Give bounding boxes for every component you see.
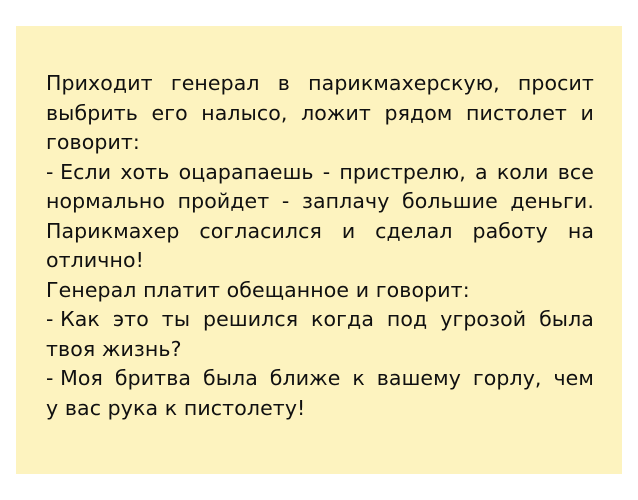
joke-line: отлично! (46, 248, 144, 272)
joke-word: была (202, 366, 258, 390)
joke-word: пистолет (466, 100, 567, 125)
joke-word: к (352, 366, 365, 390)
joke-word: сделал (375, 218, 453, 243)
joke-word: деньги. (510, 189, 594, 213)
joke-word: решился (203, 307, 299, 331)
joke-word: бритва (114, 366, 192, 390)
joke-word: ближе (269, 366, 341, 390)
joke-word: нормально (46, 189, 166, 213)
joke-word: все (557, 159, 594, 184)
joke-word: под (386, 307, 428, 331)
joke-word: рядом (384, 100, 453, 125)
joke-word: - Моя (46, 366, 103, 390)
joke-word: налысо, (201, 100, 288, 125)
joke-word: заплачу (301, 189, 390, 213)
joke-word: выбрить (46, 100, 138, 125)
joke-word: хоть (120, 159, 170, 184)
joke-word: была (539, 307, 594, 331)
joke-line: твоя жизнь? (46, 336, 182, 361)
joke-word: пройдет (177, 189, 270, 213)
joke-word: - (281, 189, 290, 213)
joke-word: - Если (46, 159, 112, 184)
joke-word: ложит (301, 100, 371, 125)
joke-word: коли (496, 159, 549, 184)
joke-word: просит (517, 71, 594, 95)
joke-line (46, 99, 594, 129)
joke-word: его (151, 100, 188, 125)
joke-card (16, 26, 622, 474)
joke-word: оцарапаешь (178, 159, 314, 184)
joke-word: чем (553, 366, 594, 390)
joke-word: ты (161, 307, 191, 331)
joke-word: - Как (46, 307, 100, 331)
joke-text-block (46, 69, 594, 423)
joke-word: большие (402, 189, 498, 213)
joke-word: когда (311, 307, 374, 331)
joke-word: работу (472, 218, 548, 243)
joke-word: согласился (199, 218, 322, 243)
joke-word: генерал (170, 71, 260, 95)
joke-word: и (341, 218, 356, 243)
joke-line (46, 305, 594, 335)
joke-line (46, 69, 594, 99)
joke-word: горлу, (472, 366, 542, 390)
joke-word: парикмахерскую, (308, 71, 500, 95)
joke-word: Приходит (46, 71, 153, 95)
joke-word: пристрелю, (339, 159, 466, 184)
joke-word: и (580, 100, 594, 125)
joke-word: - (322, 159, 331, 184)
joke-line (46, 187, 594, 217)
joke-word: Парикмахер (46, 218, 180, 243)
joke-line (46, 364, 594, 394)
joke-line (46, 217, 594, 247)
joke-word: а (475, 159, 488, 184)
joke-word: на (567, 218, 594, 243)
joke-line (46, 158, 594, 188)
joke-word: это (112, 307, 149, 331)
joke-line: Генерал платит обещанное и говорит: (46, 277, 470, 302)
joke-word: вашему (376, 366, 461, 390)
joke-line: у вас рука к пистолету! (46, 395, 306, 420)
joke-word: угрозой (440, 307, 527, 331)
joke-word: в (277, 71, 290, 95)
joke-line: говорит: (46, 130, 140, 154)
